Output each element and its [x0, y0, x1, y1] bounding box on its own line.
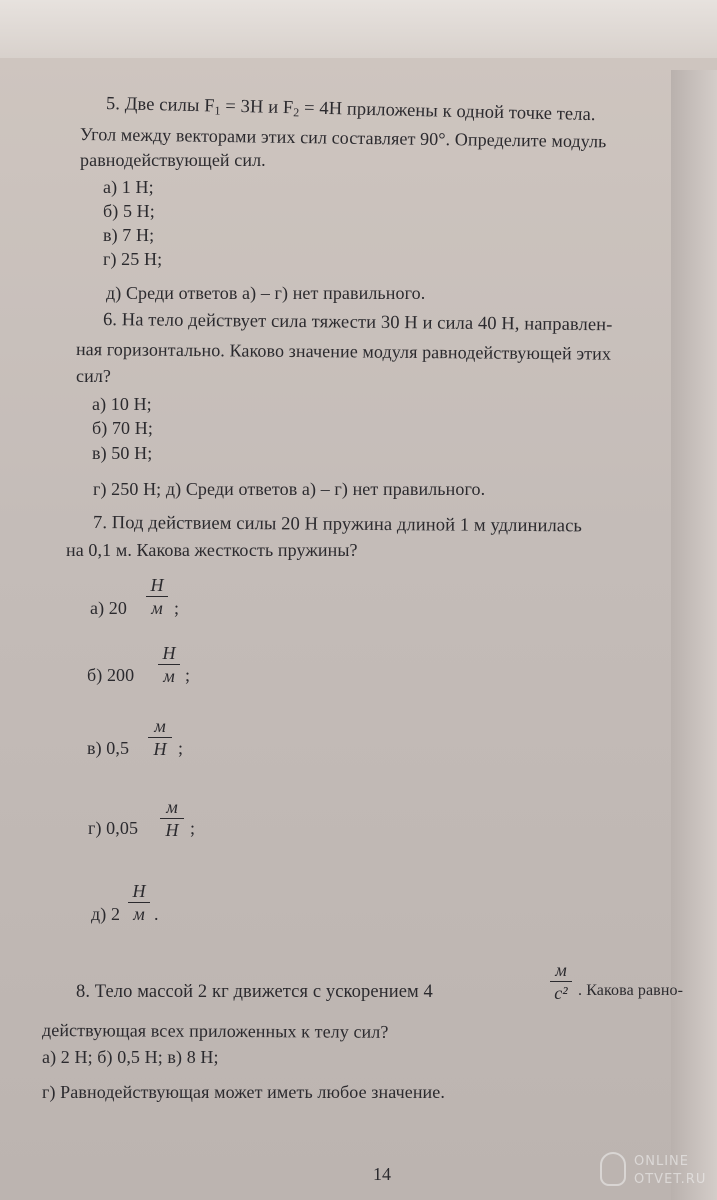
q7-option-b-value: б) 200 — [87, 665, 135, 685]
q5-option-c: в) 7 Н; — [103, 225, 155, 245]
q5-line3: равнодействующей сил. — [80, 150, 266, 170]
facing-page-edge — [671, 70, 717, 1200]
q7-option-b-unit: Н м — [158, 643, 180, 686]
watermark — [600, 1150, 712, 1196]
q5-option-e: д) Среди ответов а) – г) нет правильного. — [106, 283, 426, 303]
q5-option-a: а) 1 Н; — [103, 177, 154, 197]
q7-line1: 7. Под действием силы 20 Н пружина длиной 1 м удлинилась — [92, 513, 583, 537]
q6-option-c: в) 50 Н; — [92, 443, 153, 463]
q8-acceleration-unit: м с² — [550, 960, 572, 1003]
q7-option-e-end: . — [154, 904, 159, 924]
q8-line1-pre: 8. Тело массой 2 кг движется с ускорением 4 — [76, 982, 433, 1002]
q7-option-a-value: а) 20 — [90, 598, 127, 618]
page-number: 14 — [373, 1164, 391, 1184]
q7-option-a-end: ; — [174, 598, 180, 618]
q7-option-c-value: в) 0,5 — [87, 738, 130, 758]
lightbulb-icon — [600, 1152, 626, 1186]
q5-line1: 5. Две силы $F_1 = 3Н$ и $F_2 = 4Н$ приложены к одной точке тела. — [105, 94, 596, 126]
watermark-line1: ONLINE — [634, 1154, 689, 1169]
q7-option-b-end: ; — [185, 665, 191, 685]
q8-options-abc: а) 2 Н; б) 0,5 Н; в) 8 Н; — [42, 1047, 219, 1067]
q8-option-d: г) Равнодействующая может иметь любое значение. — [42, 1082, 445, 1102]
q5-line2: Угол между векторами этих сил составляет 90°. Определите модуль — [79, 124, 607, 152]
q7-line2: на 0,1 м. Какова жесткость пружины? — [66, 540, 358, 560]
watermark-line2: OTVET.RU — [634, 1172, 707, 1187]
q7-option-e-value: д) 2 — [91, 904, 121, 924]
q8-line2: действующая всех приложенных к телу сил? — [41, 1020, 389, 1042]
q6-option-a: а) 10 Н; — [92, 394, 152, 414]
q7-option-d-unit: м Н — [160, 797, 184, 840]
q8-line1-post: . Какова равно- — [578, 982, 684, 999]
q7-option-a-unit: Н м — [146, 575, 168, 618]
q7-option-d-end: ; — [190, 818, 196, 838]
q6-line1: 6. На тело действует сила тяжести 30 Н и сила 40 Н, направлен- — [102, 310, 613, 336]
q6-option-b: б) 70 Н; — [92, 418, 153, 438]
q7-option-e-unit: Н м — [128, 881, 150, 924]
q5-option-b: б) 5 Н; — [103, 201, 155, 221]
q6-option-de: г) 250 Н; д) Среди ответов а) – г) нет правильного. — [93, 479, 486, 499]
q7-option-c-unit: м Н — [148, 716, 172, 759]
q5-option-d: г) 25 Н; — [103, 249, 163, 269]
q6-line3: сил? — [76, 366, 111, 386]
q7-option-d-value: г) 0,05 — [88, 818, 139, 838]
q6-line2: ная горизонтально. Каково значение модуля равнодействующей этих — [75, 339, 612, 364]
q7-option-c-end: ; — [178, 738, 184, 758]
sheet-edge — [0, 0, 717, 58]
